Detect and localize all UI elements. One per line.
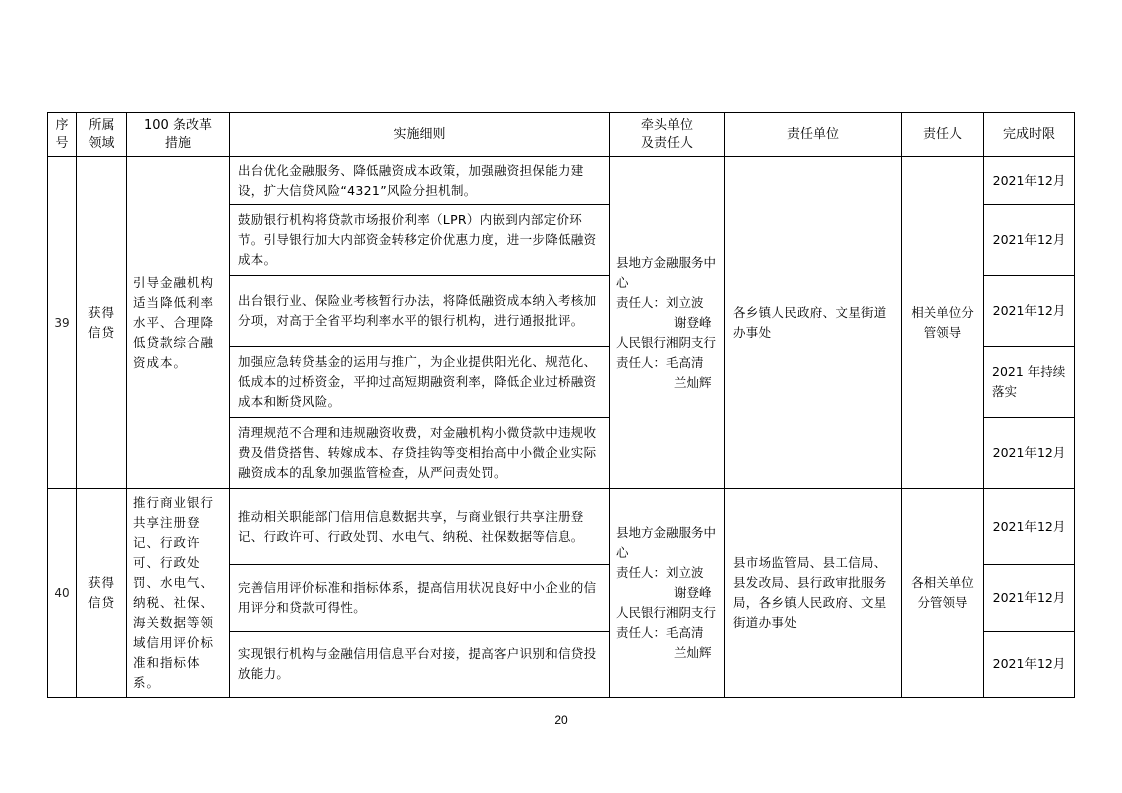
row-detail: 清理规范不合理和违规融资收费，对金融机构小微贷款中违规收费及借贷搭售、转嫁成本、存贷挂钩等变相抬高中小微企业实际融资成本的乱象加强监管检查，从严问责处罚。 [230, 418, 610, 489]
row-lead [610, 157, 725, 489]
header-index: 序 号 [48, 113, 77, 157]
row-detail: 出台优化金融服务、降低融资成本政策，加强融资担保能力建设，扩大信贷风险“4321”风险分担机制。 [230, 157, 610, 205]
row-detail: 实现银行机构与金融信用信息平台对接，提高客户识别和信贷投放能力。 [230, 631, 610, 697]
lead-org: 县地方金融服务中心 [616, 254, 717, 290]
row-deadline: 2021年12月 [984, 205, 1075, 276]
lead-person: 责任人：毛高清 [616, 625, 704, 640]
row-deadline: 2021年12月 [984, 631, 1075, 697]
reform-measures-table [47, 112, 1075, 698]
lead-person: 兰灿辉 [674, 645, 712, 660]
row-measure: 引导金融机构适当降低利率水平、合理降低贷款综合融资成本。 [127, 157, 230, 489]
row-resp-unit: 县市场监管局、县工信局、县发改局、县行政审批服务局，各乡镇人民政府、文星街道办事处 [725, 489, 902, 698]
row-index: 39 [48, 157, 77, 489]
row-area: 获得 信贷 [77, 157, 127, 489]
row-measure: 推行商业银行共享注册登记、行政许可、行政处罚、水电气、纳税、社保、海关数据等领域信用评价标准和指标体系。 [127, 489, 230, 698]
header-detail: 实施细则 [230, 113, 610, 157]
header-resp-unit: 责任单位 [725, 113, 902, 157]
row-deadline: 2021年12月 [984, 565, 1075, 631]
row-detail: 加强应急转贷基金的运用与推广，为企业提供阳光化、规范化、低成本的过桥资金，平抑过高短期融资利率，降低企业过桥融资成本和断贷风险。 [230, 347, 610, 418]
lead-org: 人民银行湘阴支行 [616, 605, 717, 620]
header-area: 所属 领域 [77, 113, 127, 157]
lead-org: 人民银行湘阴支行 [616, 334, 717, 350]
lead-person: 责任人：毛高清 [616, 354, 704, 370]
row-deadline: 2021年12月 [984, 276, 1075, 347]
row-detail: 鼓励银行机构将贷款市场报价利率（LPR）内嵌到内部定价环节。引导银行加大内部资金转移定价优惠力度，进一步降低融资成本。 [230, 205, 610, 276]
row-deadline: 2021 年持续落实 [984, 347, 1075, 418]
table-row [48, 489, 1075, 565]
row-index: 40 [48, 489, 77, 698]
header-resp-person: 责任人 [902, 113, 984, 157]
lead-person: 责任人：刘立波 [616, 294, 704, 310]
table-row [48, 157, 1075, 205]
lead-org: 县地方金融服务中心 [616, 525, 717, 560]
row-resp-person: 相关单位分管领导 [902, 157, 984, 489]
header-lead: 牵头单位 及责任人 [610, 113, 725, 157]
lead-person: 谢登峰 [674, 585, 712, 600]
row-resp-person: 各相关单位分管领导 [902, 489, 984, 698]
row-detail: 出台银行业、保险业考核暂行办法，将降低融资成本纳入考核加分项，对高于全省平均利率水平的银行机构，进行通报批评。 [230, 276, 610, 347]
row-detail: 推动相关职能部门信用信息数据共享，与商业银行共享注册登记、行政许可、行政处罚、水电气、纳税、社保数据等信息。 [230, 489, 610, 565]
lead-person: 责任人：刘立波 [616, 565, 704, 580]
row-deadline: 2021年12月 [984, 157, 1075, 205]
row-detail: 完善信用评价标准和指标体系，提高信用状况良好中小企业的信用评分和贷款可得性。 [230, 565, 610, 631]
lead-person: 兰灿辉 [674, 374, 712, 390]
lead-person: 谢登峰 [674, 314, 712, 330]
row-area: 获得 信贷 [77, 489, 127, 698]
row-lead [610, 489, 725, 698]
page-number: 20 [554, 713, 568, 727]
row-deadline: 2021年12月 [984, 489, 1075, 565]
header-deadline: 完成时限 [984, 113, 1075, 157]
row-deadline: 2021年12月 [984, 418, 1075, 489]
header-row [48, 113, 1075, 157]
header-measure: 100 条改革 措施 [127, 113, 230, 157]
row-resp-unit: 各乡镇人民政府、文星街道办事处 [725, 157, 902, 489]
